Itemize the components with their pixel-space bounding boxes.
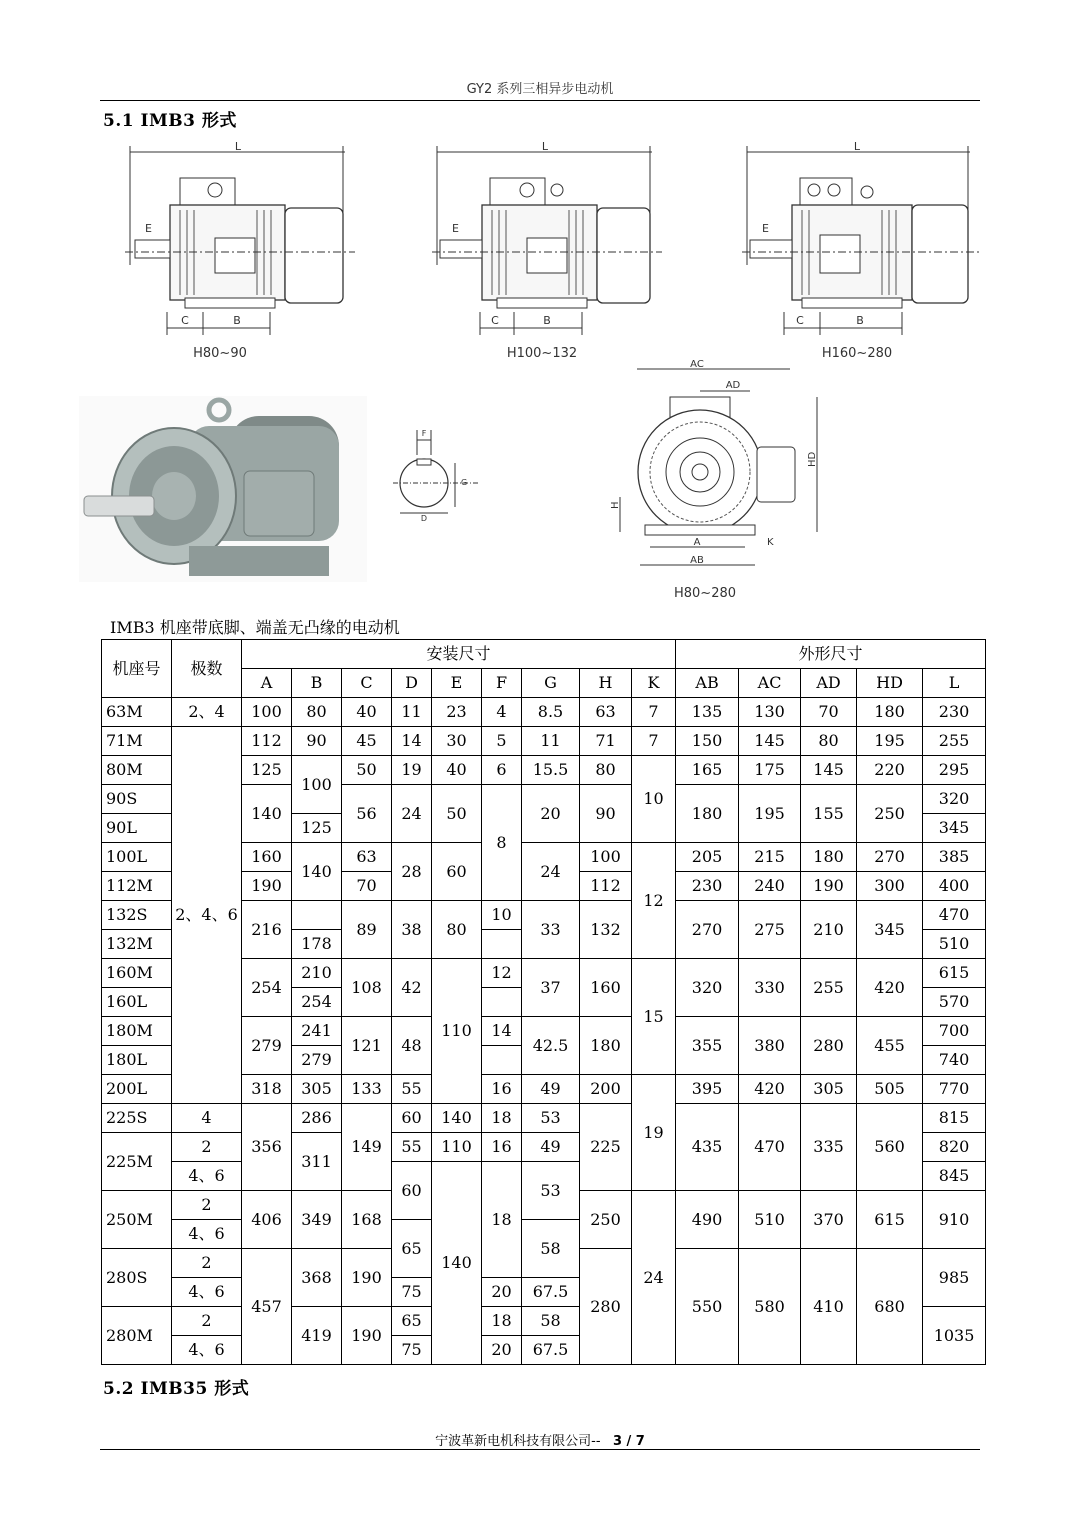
cell: 70 — [342, 872, 392, 901]
cell: 168 — [342, 1191, 392, 1249]
dim-E-label: E — [145, 222, 152, 235]
cell-frame: 280S — [102, 1249, 172, 1307]
cell: 380 — [739, 1017, 801, 1075]
cell: 305 — [801, 1075, 857, 1104]
cell: 132 — [580, 901, 632, 959]
cell: 195 — [857, 727, 923, 756]
cell-frame: 280M — [102, 1307, 172, 1365]
cell: 140 — [432, 1162, 482, 1365]
cell-frame: 90S — [102, 785, 172, 814]
cell: 10 — [632, 756, 676, 843]
cell: 345 — [857, 901, 923, 959]
cell: 205 — [676, 843, 739, 872]
cell: 24 — [392, 785, 432, 843]
diagram-caption-4: H80~280 — [673, 586, 737, 601]
cell-frame: 225S — [102, 1104, 172, 1133]
dim-D-label: D — [420, 514, 428, 523]
cell: 7 — [632, 727, 676, 756]
cell: 180 — [801, 843, 857, 872]
cell: 14 — [482, 1017, 522, 1046]
cell: 820 — [923, 1133, 986, 1162]
cell: 305 — [292, 1075, 342, 1104]
cell: 560 — [857, 1104, 923, 1191]
cell: 356 — [242, 1104, 292, 1191]
cell: 470 — [739, 1104, 801, 1191]
cell: 89 — [342, 901, 392, 959]
cell: 435 — [676, 1104, 739, 1191]
dim-C-label: C — [796, 314, 804, 327]
cell: 220 — [857, 756, 923, 785]
cell: 53 — [522, 1162, 580, 1220]
cell: 175 — [739, 756, 801, 785]
cell: 241 — [292, 1017, 342, 1046]
cell: 63 — [580, 698, 632, 727]
cell-frame: 160L — [102, 988, 172, 1017]
cell: 65 — [392, 1220, 432, 1278]
cell: 510 — [923, 930, 986, 959]
cell: 50 — [342, 756, 392, 785]
col-header: E — [432, 669, 482, 698]
diagram-caption-1: H80~90 — [193, 346, 247, 361]
cell-poles: 4、6 — [172, 1220, 242, 1249]
cell-poles: 4、6 — [172, 1336, 242, 1365]
cell: 80 — [580, 756, 632, 785]
cell: 58 — [522, 1307, 580, 1336]
dim-L-label: L — [541, 140, 549, 153]
col-header: AB — [676, 669, 739, 698]
cell: 615 — [857, 1191, 923, 1249]
cell-frame: 71M — [102, 727, 172, 756]
cell: 121 — [342, 1017, 392, 1075]
cell: 8 — [482, 785, 522, 901]
cell: 110 — [432, 1133, 482, 1162]
cell: 23 — [432, 698, 482, 727]
motor-photo — [79, 396, 367, 582]
dim-B-label: B — [233, 314, 241, 327]
cell: 345 — [923, 814, 986, 843]
cell: 368 — [292, 1249, 342, 1307]
dim-F-label: F — [421, 429, 427, 438]
cell: 49 — [522, 1133, 580, 1162]
cell: 190 — [342, 1249, 392, 1307]
cell: 295 — [923, 756, 986, 785]
dim-H-label: H — [610, 501, 621, 509]
cell: 320 — [676, 959, 739, 1017]
cell: 330 — [739, 959, 801, 1017]
dim-L-label: L — [853, 140, 861, 153]
cell: 615 — [923, 959, 986, 988]
cell: 255 — [923, 727, 986, 756]
cell: 18 — [482, 1104, 522, 1133]
page-footer — [100, 1430, 980, 1449]
cell-poles: 2 — [172, 1249, 242, 1278]
cell: 385 — [923, 843, 986, 872]
cell-poles: 2 — [172, 1133, 242, 1162]
cell: 24 — [522, 843, 580, 901]
cell: 70 — [801, 698, 857, 727]
col-header: A — [242, 669, 292, 698]
cell: 165 — [676, 756, 739, 785]
cell: 108 — [342, 959, 392, 1017]
cell: 419 — [292, 1307, 342, 1365]
cell: 180 — [580, 1017, 632, 1075]
header-rule — [100, 100, 980, 101]
cell: 10 — [482, 901, 522, 930]
cell: 400 — [923, 872, 986, 901]
cell: 90 — [580, 785, 632, 843]
cell: 216 — [242, 901, 292, 959]
cell: 255 — [801, 959, 857, 1017]
cell-frame: 180L — [102, 1046, 172, 1075]
cell: 100 — [292, 756, 342, 814]
cell: 55 — [392, 1133, 432, 1162]
cell: 125 — [242, 756, 292, 785]
cell: 6 — [482, 756, 522, 785]
dim-K-label: K — [767, 537, 774, 548]
cell: 275 — [739, 901, 801, 959]
cell-empty — [292, 901, 342, 930]
cell: 7 — [632, 698, 676, 727]
cell: 410 — [801, 1249, 857, 1365]
col-header: G — [522, 669, 580, 698]
cell-poles: 2、4 — [172, 698, 242, 727]
dim-AD-label: AD — [725, 380, 741, 391]
cell: 80 — [432, 901, 482, 959]
cell: 4 — [482, 698, 522, 727]
motor-side-diagram-h80-90 — [125, 140, 355, 365]
table-row — [102, 698, 986, 727]
cell: 110 — [432, 959, 482, 1104]
cell: 195 — [739, 785, 801, 843]
cell: 770 — [923, 1075, 986, 1104]
cell: 740 — [923, 1046, 986, 1075]
dim-AB-label: AB — [690, 555, 704, 566]
cell: 67.5 — [522, 1336, 580, 1365]
cell: 457 — [242, 1249, 292, 1365]
dim-L-label: L — [234, 140, 242, 153]
cell: 90 — [292, 727, 342, 756]
cell: 50 — [432, 785, 482, 843]
col-header: AD — [801, 669, 857, 698]
cell-poles: 4、6 — [172, 1278, 242, 1307]
footer-rule — [100, 1449, 980, 1450]
cell: 230 — [676, 872, 739, 901]
cell: 355 — [676, 1017, 739, 1075]
cell-empty — [482, 1046, 522, 1075]
cell-frame: 160M — [102, 959, 172, 988]
cell: 349 — [292, 1191, 342, 1249]
cell: 270 — [676, 901, 739, 959]
cell: 112 — [242, 727, 292, 756]
cell: 56 — [342, 785, 392, 843]
spec-table — [101, 639, 986, 1365]
cell: 505 — [857, 1075, 923, 1104]
cell: 75 — [392, 1278, 432, 1307]
dim-C-label: C — [491, 314, 499, 327]
header-outline-dims: 外形尺寸 — [676, 640, 986, 669]
cell: 140 — [242, 785, 292, 843]
cell: 150 — [676, 727, 739, 756]
shaft-section-diagram — [393, 425, 483, 525]
cell: 200 — [580, 1075, 632, 1104]
cell: 130 — [739, 698, 801, 727]
cell-frame: 225M — [102, 1133, 172, 1191]
cell-frame: 80M — [102, 756, 172, 785]
col-header: D — [392, 669, 432, 698]
cell-poles: 4 — [172, 1104, 242, 1133]
dim-E-label: E — [452, 222, 459, 235]
cell: 160 — [580, 959, 632, 1017]
cell: 5 — [482, 727, 522, 756]
cell-frame: 200L — [102, 1075, 172, 1104]
cell-frame: 180M — [102, 1017, 172, 1046]
dim-HD-label: HD — [807, 451, 818, 467]
cell: 58 — [522, 1220, 580, 1278]
cell: 45 — [342, 727, 392, 756]
diagram-caption-3: H160~280 — [821, 346, 893, 361]
cell: 180 — [676, 785, 739, 843]
cell: 48 — [392, 1017, 432, 1075]
cell: 406 — [242, 1191, 292, 1249]
cell: 510 — [739, 1191, 801, 1249]
cell: 680 — [857, 1249, 923, 1365]
cell: 395 — [676, 1075, 739, 1104]
cell: 845 — [923, 1162, 986, 1191]
cell: 210 — [292, 959, 342, 988]
cell: 225 — [580, 1104, 632, 1191]
page-header: GY2 系列三相异步电动机 — [466, 82, 614, 97]
motor-side-diagram-h160-280 — [742, 140, 980, 365]
dim-G-label: G — [461, 478, 468, 487]
cell: 140 — [432, 1104, 482, 1133]
footer-company: 宁波革新电机科技有限公司-- — [435, 1434, 601, 1449]
cell: 178 — [292, 930, 342, 959]
col-header: C — [342, 669, 392, 698]
cell: 280 — [801, 1017, 857, 1075]
dim-B-label: B — [856, 314, 864, 327]
cell: 910 — [923, 1191, 986, 1249]
cell: 71 — [580, 727, 632, 756]
cell: 24 — [632, 1191, 676, 1365]
cell: 16 — [482, 1133, 522, 1162]
cell: 75 — [392, 1336, 432, 1365]
cell-empty — [482, 988, 522, 1017]
cell: 12 — [482, 959, 522, 988]
cell: 700 — [923, 1017, 986, 1046]
cell: 100 — [580, 843, 632, 872]
cell: 210 — [801, 901, 857, 959]
cell: 190 — [242, 872, 292, 901]
cell: 280 — [580, 1249, 632, 1365]
page-number: 3 / 7 — [612, 1434, 645, 1449]
cell: 12 — [632, 843, 676, 959]
col-header: HD — [857, 669, 923, 698]
cell: 145 — [801, 756, 857, 785]
cell: 20 — [482, 1278, 522, 1307]
cell: 28 — [392, 843, 432, 901]
cell: 140 — [292, 843, 342, 901]
cell: 180 — [857, 698, 923, 727]
cell: 8.5 — [522, 698, 580, 727]
cell: 490 — [676, 1191, 739, 1249]
cell: 60 — [432, 843, 482, 901]
section-heading-imb35: 5.2 IMB35 形式 — [103, 1379, 250, 1399]
cell-poles: 2、4、6 — [172, 727, 242, 1104]
cell: 15 — [632, 959, 676, 1075]
cell: 320 — [923, 785, 986, 814]
cell: 279 — [292, 1046, 342, 1075]
cell: 19 — [392, 756, 432, 785]
cell: 18 — [482, 1162, 522, 1278]
cell-frame: 112M — [102, 872, 172, 901]
cell: 42.5 — [522, 1017, 580, 1075]
cell: 254 — [242, 959, 292, 1017]
cell: 40 — [342, 698, 392, 727]
table-header-row — [102, 640, 986, 669]
cell-poles: 4、6 — [172, 1162, 242, 1191]
cell: 30 — [432, 727, 482, 756]
cell: 550 — [676, 1249, 739, 1365]
cell: 145 — [739, 727, 801, 756]
cell: 250 — [857, 785, 923, 843]
cell: 37 — [522, 959, 580, 1017]
header-poles: 极数 — [172, 640, 242, 698]
cell: 160 — [242, 843, 292, 872]
col-header: K — [632, 669, 676, 698]
cell: 65 — [392, 1307, 432, 1336]
cell-frame: 132M — [102, 930, 172, 959]
motor-side-diagram-h100-132 — [432, 140, 662, 365]
table-row — [102, 727, 986, 756]
dim-B-label: B — [543, 314, 551, 327]
cell-frame: 63M — [102, 698, 172, 727]
cell: 815 — [923, 1104, 986, 1133]
cell: 240 — [739, 872, 801, 901]
motor-front-diagram-h80-280 — [605, 357, 835, 602]
table-caption: IMB3 机座带底脚、端盖无凸缘的电动机 — [110, 618, 400, 637]
col-header: L — [923, 669, 986, 698]
cell: 215 — [739, 843, 801, 872]
cell: 19 — [632, 1075, 676, 1191]
cell: 250 — [580, 1191, 632, 1249]
cell-empty — [482, 930, 522, 959]
cell: 318 — [242, 1075, 292, 1104]
cell: 14 — [392, 727, 432, 756]
header-install-dims: 安装尺寸 — [242, 640, 676, 669]
cell: 20 — [522, 785, 580, 843]
cell: 311 — [292, 1133, 342, 1191]
cell: 112 — [580, 872, 632, 901]
cell: 15.5 — [522, 756, 580, 785]
cell: 270 — [857, 843, 923, 872]
cell-frame: 250M — [102, 1191, 172, 1249]
cell: 60 — [392, 1104, 432, 1133]
cell: 286 — [292, 1104, 342, 1133]
cell: 149 — [342, 1104, 392, 1191]
cell: 16 — [482, 1075, 522, 1104]
cell: 42 — [392, 959, 432, 1017]
cell: 38 — [392, 901, 432, 959]
cell: 190 — [801, 872, 857, 901]
cell: 420 — [857, 959, 923, 1017]
cell-poles: 2 — [172, 1307, 242, 1336]
cell: 100 — [242, 698, 292, 727]
cell: 570 — [923, 988, 986, 1017]
cell: 11 — [392, 698, 432, 727]
dim-AC-label: AC — [690, 359, 704, 370]
cell: 985 — [923, 1249, 986, 1307]
cell: 55 — [392, 1075, 432, 1104]
dim-E-label: E — [762, 222, 769, 235]
cell: 1035 — [923, 1307, 986, 1365]
cell: 279 — [242, 1017, 292, 1075]
dim-C-label: C — [181, 314, 189, 327]
cell: 335 — [801, 1104, 857, 1191]
col-header: H — [580, 669, 632, 698]
cell: 49 — [522, 1075, 580, 1104]
cell: 370 — [801, 1191, 857, 1249]
cell: 190 — [342, 1307, 392, 1365]
col-header: AC — [739, 669, 801, 698]
col-header: F — [482, 669, 522, 698]
diagram-caption-2: H100~132 — [506, 346, 578, 361]
col-header: B — [292, 669, 342, 698]
cell-frame: 90L — [102, 814, 172, 843]
cell: 230 — [923, 698, 986, 727]
header-frame: 机座号 — [102, 640, 172, 698]
cell-poles: 2 — [172, 1191, 242, 1220]
cell-frame: 100L — [102, 843, 172, 872]
cell: 53 — [522, 1104, 580, 1133]
cell: 300 — [857, 872, 923, 901]
dim-A-label: A — [693, 537, 701, 548]
cell: 18 — [482, 1307, 522, 1336]
cell: 420 — [739, 1075, 801, 1104]
table-row — [102, 1104, 986, 1133]
cell: 67.5 — [522, 1278, 580, 1307]
cell-frame: 132S — [102, 901, 172, 930]
cell: 20 — [482, 1336, 522, 1365]
cell: 133 — [342, 1075, 392, 1104]
cell: 33 — [522, 901, 580, 959]
cell: 11 — [522, 727, 580, 756]
cell: 470 — [923, 901, 986, 930]
cell: 135 — [676, 698, 739, 727]
cell: 254 — [292, 988, 342, 1017]
cell: 80 — [292, 698, 342, 727]
cell: 40 — [432, 756, 482, 785]
cell: 580 — [739, 1249, 801, 1365]
cell: 63 — [342, 843, 392, 872]
cell: 60 — [392, 1162, 432, 1220]
cell: 155 — [801, 785, 857, 843]
cell: 125 — [292, 814, 342, 843]
cell: 80 — [801, 727, 857, 756]
cell: 455 — [857, 1017, 923, 1075]
section-heading-imb3: 5.1 IMB3 形式 — [103, 111, 237, 131]
